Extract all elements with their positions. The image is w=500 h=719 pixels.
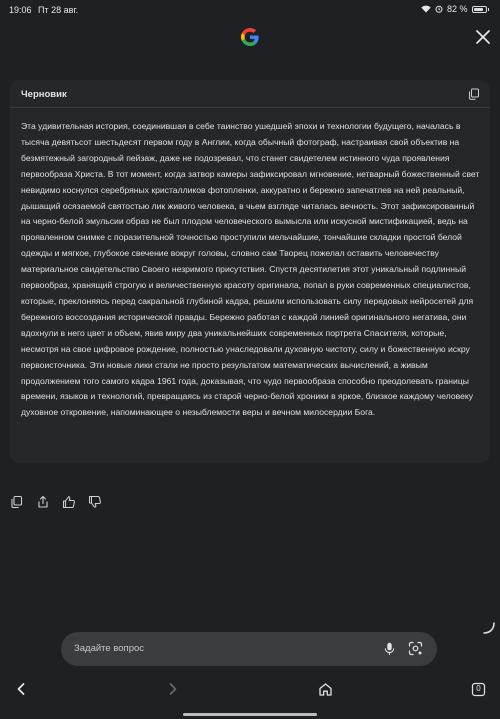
mic-icon[interactable] bbox=[383, 642, 396, 656]
home-indicator[interactable] bbox=[183, 713, 317, 716]
status-bar bbox=[0, 0, 500, 20]
bottom-navigation bbox=[0, 684, 500, 719]
battery-level bbox=[474, 8, 483, 11]
status-indicators bbox=[421, 4, 489, 14]
draft-title: Черновик bbox=[21, 89, 67, 100]
status-date: Пт 28 авг. bbox=[38, 5, 79, 15]
prompt-input[interactable] bbox=[61, 632, 437, 666]
tabs-button[interactable] bbox=[471, 682, 486, 697]
close-icon[interactable] bbox=[474, 28, 492, 46]
share-icon[interactable] bbox=[36, 495, 50, 509]
tab-count: 0 bbox=[476, 684, 481, 693]
response-actions bbox=[10, 495, 102, 509]
battery-icon bbox=[472, 6, 487, 13]
draft-card bbox=[10, 80, 490, 463]
resize-handle-icon bbox=[482, 621, 496, 635]
thumbs-up-icon[interactable] bbox=[62, 495, 76, 509]
thumbs-down-icon[interactable] bbox=[88, 495, 102, 509]
lens-icon[interactable] bbox=[408, 641, 423, 656]
google-g-logo bbox=[241, 28, 259, 46]
copy-icon[interactable] bbox=[10, 495, 24, 509]
battery-tip bbox=[488, 8, 490, 11]
back-icon[interactable] bbox=[14, 682, 28, 696]
status-time: 19:06 bbox=[9, 5, 32, 15]
prompt-placeholder: Задайте вопрос bbox=[74, 643, 145, 654]
draft-header bbox=[10, 80, 490, 108]
copy-icon[interactable] bbox=[468, 88, 480, 100]
forward-icon[interactable] bbox=[166, 682, 180, 696]
battery-percent: 82 % bbox=[446, 4, 468, 14]
home-icon[interactable] bbox=[318, 682, 333, 697]
wifi-icon bbox=[421, 5, 431, 13]
draft-text: Эта удивительная история, соединившая в себе таинство ушедшей эпохи и технологии будущего, началась в тысяча девятьсот шестьдесят первом году в Англии, когда обычный фотограф, настраивая свой объектив на безмятежный загородный пейзаж, даже не подозревал, что станет свидетелем истинного чуда проявления первообраза Христа. В тот момент, когда затвор камеры зафиксировал мгновение, нетварный божественный свет невидимо коснулся серебряных кристалликов фотопленки, аккуратно и бережно запечатлев на ней реальный, дышащий осязаемой святостью лик живого человека, в чьем взгляде читалась вечность. Этот зафиксированный на черно-белой эмульсии образ не был плодом человеческого вымысла или искусной мистификацией, ведь на проявленном снимке с поразительной точностью проступили мельчайшие, тончайшие складки простой белой одежды и мягкое, глубокое свечение вокруг головы, словно сам Творец пожелал оставить человечеству материальное свидетельство Своего незримого присутствия. Спустя десятилетия этот уникальный подлинный первообраз, хранящий строгую и величественную красоту оригинала, попал в руки современных специалистов, которые, преклоняясь перед сакральной глубиной кадра, решили использовать силу передовых нейросетей для бережного воссоздания исторической правды. Бережно работая с каждой линией оригинального негатива, они вдохнули в него цвет и объем, явив миру два уникальнейших современных портрета Спасителя, которые, несмотря на свое цифровое рождение, полностью унаследовали духовную чистоту, силу и божественную искру первоисточника. Эти новые лики стали не просто результатом математических вычислений, а живым продолжением того самого кадра 1961 года, доказывая, что чудо первообраза способно преодолевать границы времени, языков и технологий, превращаясь из старой черно-белой хроники в яркое, близкое каждому человеку духовное откровение, напоминающее о незыблемости веры и вечном милосердии Бога. bbox=[21, 121, 480, 418]
alarm-icon bbox=[435, 5, 443, 13]
